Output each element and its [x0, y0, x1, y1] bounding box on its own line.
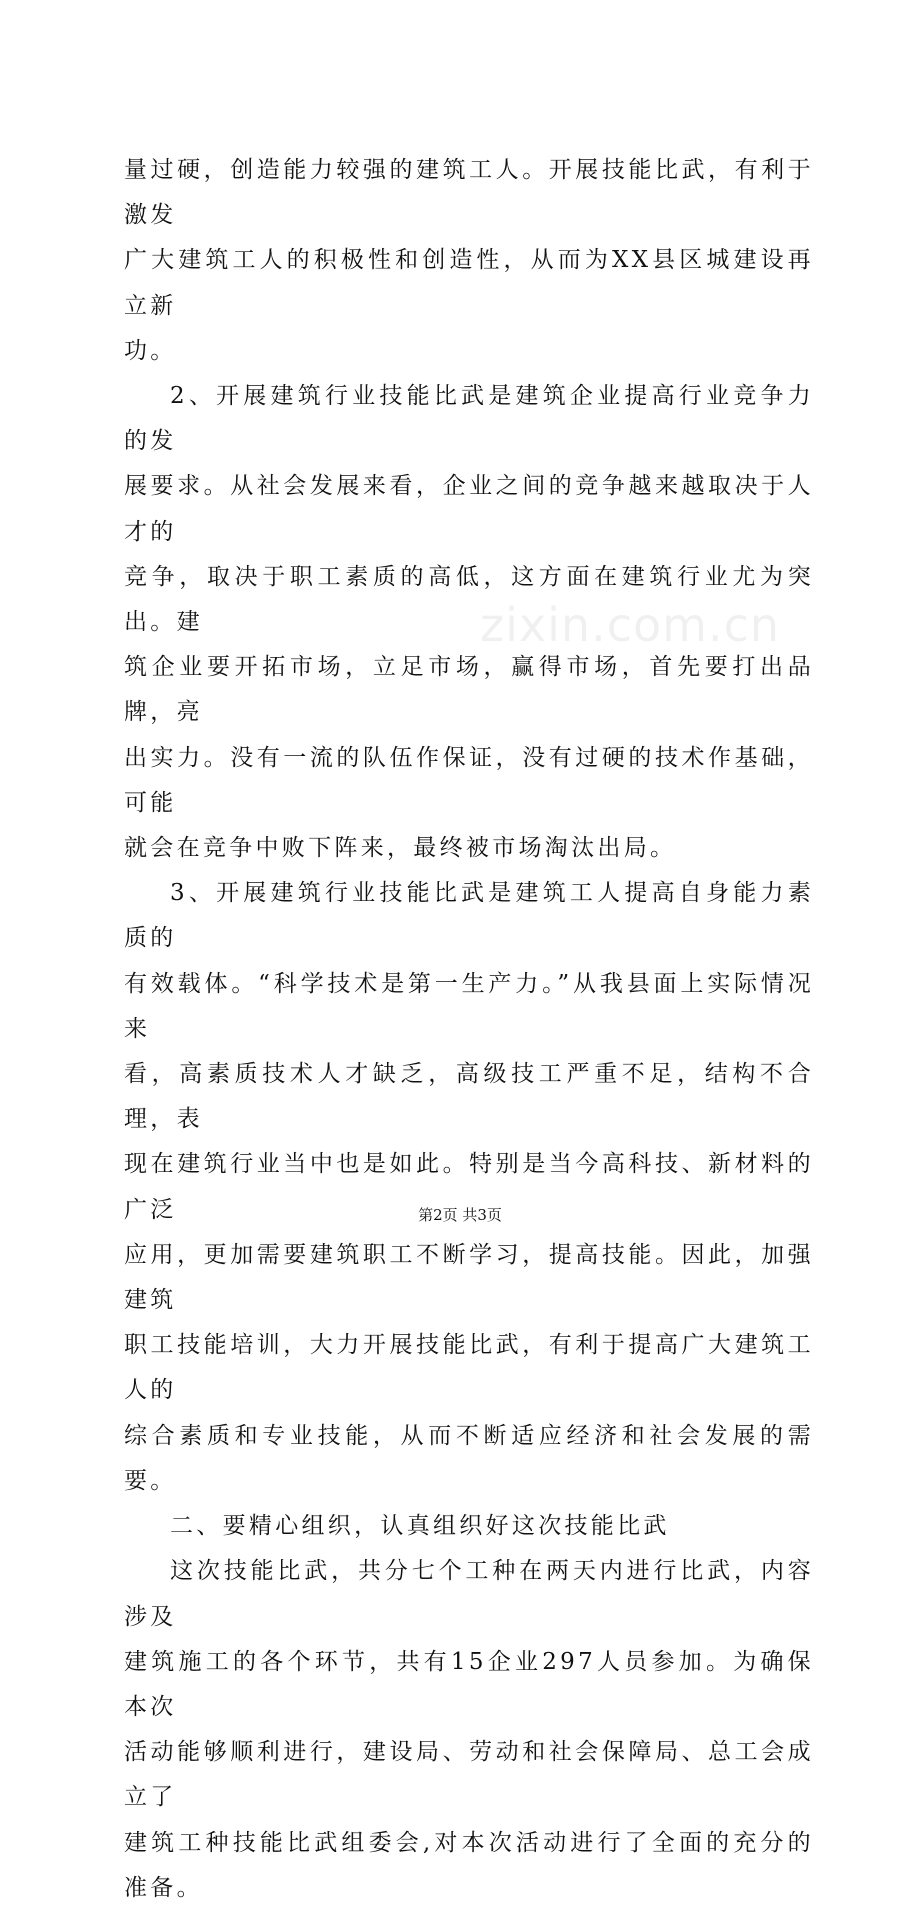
paragraph-continuation: 量过硬，创造能力较强的建筑工人。开展技能比武，有利于激发 广大建筑工人的积极性和创造性，从而为XX县区城建设再立新 功。 [124, 157, 814, 364]
page-footer: 第2页 共3页 [418, 1206, 502, 1224]
section-heading: 二、要精心组织，认真组织好这次技能比武 [170, 1513, 670, 1540]
paragraph-point-2: 2、开展建筑行业技能比武是建筑企业提高行业竞争力的发 展要求。从社会发展来看，企业之间的竞争越来越取决于人才的 竞争，取决于职工素质的高低，这方面在建筑行业尤为突出。建 筑企业要开拓市场，立足市场，赢得市场，首先要打出品牌，亮 出实力。没有一流的队伍作保证，没有过硬的技术作基础，可能 就会在竞争中败下阵来，最终被市场淘汰出局。 [124, 383, 814, 862]
paragraph-point-3: 3、开展建筑行业技能比武是建筑工人提高自身能力素质的 有效载体。“科学技术是第一生产力。”从我县面上实际情况来 看，高素质技术人才缺乏，高级技工严重不足，结构不合理，表 现在建筑行业当中也是如此。特别是当今高科技、新材料的广泛 应用，更加需要建筑职工不断学习，提高技能。因此，加强建筑 职工技能培训，大力开展技能比武，有利于提高广大建筑工人的 综合素质和专业技能，从而不断适应经济和社会发展的需要。 [124, 880, 814, 1494]
document-body [124, 148, 814, 1911]
paragraph-competition-details: 这次技能比武，共分七个工种在两天内进行比武，内容涉及 建筑施工的各个环节，共有15企业297人员参加。为确保本次 活动能够顺利进行，建设局、劳动和社会保障局、总工会成立了 建筑工种技能比武组委会,对本次活动进行了全面的充分的准备。 [124, 1558, 814, 1901]
watermark: zixin.com.cn [480, 598, 781, 652]
